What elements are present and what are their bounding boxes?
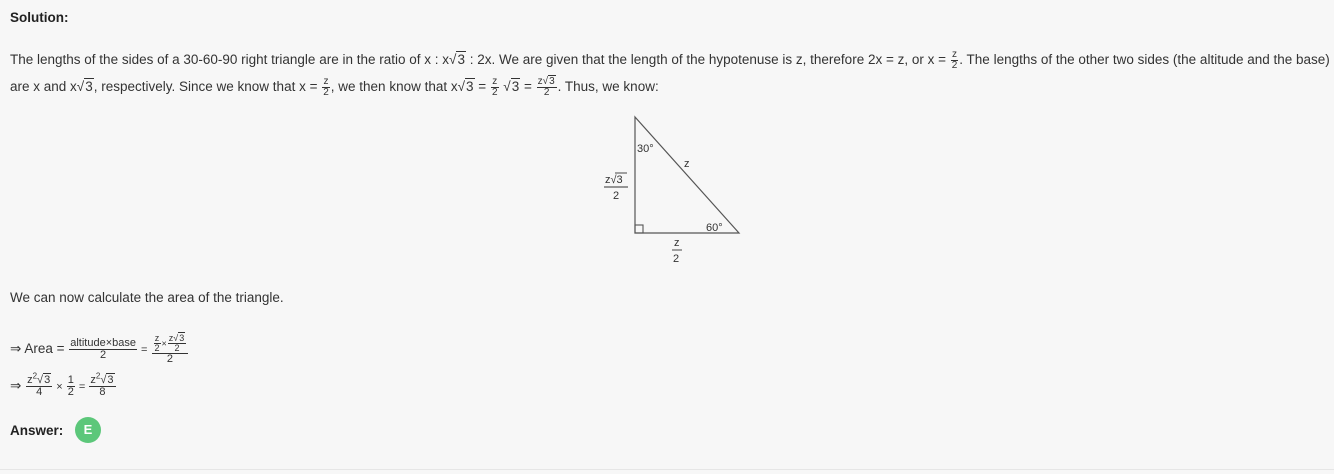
fraction (67, 375, 75, 398)
text-span: . The lengths of the other two sides (the altitude and the base) (959, 52, 1330, 68)
text-span: × (53, 381, 66, 393)
exponent: 2 (95, 371, 101, 381)
area-equation-2 (10, 370, 117, 403)
sqrt-symbol: √ (610, 174, 617, 186)
fraction (951, 50, 959, 71)
text-span: are x and x (10, 79, 77, 95)
numerator: z (323, 76, 329, 87)
text-span: . Thus, we know: (557, 79, 659, 95)
fraction (26, 371, 52, 398)
numerator (152, 334, 189, 354)
text-span: z (27, 373, 33, 386)
angle-60-label: 60° (706, 222, 723, 234)
text-span: , we then know that x (330, 79, 458, 95)
solution-paragraph-line-1 (10, 50, 1330, 71)
radicand: 3 (466, 79, 474, 95)
denominator: 2 (951, 60, 958, 71)
hypotenuse-label: z (684, 158, 690, 170)
radicand: 3 (457, 52, 465, 68)
numerator: z (154, 332, 160, 343)
text-span: × (161, 338, 167, 349)
sqrt-expression: √3 (173, 332, 185, 343)
fraction (168, 334, 186, 353)
text-span: : 2x. We are given that the length of the hypotenuse is z, therefore 2x = z, or x = (465, 52, 950, 68)
denominator: 2 (100, 348, 107, 361)
denominator: 2 (166, 352, 173, 365)
radicand: 3 (179, 332, 185, 343)
text-span: = (75, 381, 89, 393)
solution-heading: Solution: (10, 10, 69, 25)
fraction (89, 371, 115, 398)
radicand: 3 (511, 79, 520, 95)
sqrt-expression: √3 (76, 79, 93, 95)
numerator: z (492, 76, 498, 87)
denominator: 2 (174, 342, 180, 353)
text-span: z (605, 174, 611, 186)
fraction (537, 77, 557, 98)
text-span: The lengths of the sides of a 30-60-90 right triangle are in the ratio of x : x (10, 52, 450, 68)
numerator: altitude×base (70, 336, 136, 349)
area-equation-1 (10, 331, 189, 368)
denominator: 4 (36, 385, 43, 398)
fraction (491, 77, 499, 98)
denominator: 2 (67, 385, 74, 398)
radicand: 3 (549, 76, 555, 87)
area-intro-text: We can now calculate the area of the triangle. (10, 290, 284, 305)
text-span: = (520, 79, 536, 95)
denominator: 8 (99, 385, 106, 398)
left-side-denominator: 2 (613, 190, 620, 202)
compound-fraction (152, 334, 189, 365)
right-angle-marker (635, 225, 643, 233)
text-span: ⇒ (10, 378, 26, 393)
text-span: = (137, 344, 151, 356)
left-side-numerator (605, 174, 623, 186)
text-span: z (90, 373, 96, 386)
sqrt-expression: √3 (457, 79, 474, 95)
numerator: 1 (67, 373, 74, 386)
denominator: 2 (154, 342, 160, 353)
radicand: 3 (44, 373, 51, 386)
answer-choice-badge: E (75, 417, 101, 443)
radicand: 3 (85, 79, 93, 95)
sqrt-expression: √3 (503, 79, 520, 95)
fraction (322, 77, 330, 98)
solution-paragraph-line-2 (10, 77, 659, 98)
triangle-outline (635, 117, 739, 233)
fraction (69, 338, 137, 361)
radicand: 3 (107, 373, 114, 386)
text-span: = (474, 79, 490, 95)
radicand: 3 (616, 174, 623, 186)
denominator: 2 (491, 87, 498, 98)
denominator: 2 (543, 87, 550, 98)
base-numerator: z (674, 237, 680, 249)
sqrt-expression: √3 (542, 76, 555, 87)
text-span: z (537, 76, 543, 87)
denominator: 2 (323, 87, 329, 98)
sqrt-expression: √3 (100, 373, 114, 386)
answer-label: Answer: (10, 423, 64, 438)
angle-30-label: 30° (637, 143, 654, 155)
base-denominator: 2 (673, 253, 680, 265)
text-span: , respectively. Since we know that x = (93, 79, 322, 95)
sqrt-expression: √3 (449, 52, 465, 68)
text-span: z (168, 332, 174, 343)
text-span: ⇒ Area = (10, 341, 69, 356)
divider (0, 469, 1334, 470)
fraction (154, 334, 161, 353)
numerator: z (952, 49, 958, 60)
sqrt-expression: √3 (37, 373, 51, 386)
exponent: 2 (32, 371, 38, 381)
triangle-diagram (596, 108, 776, 268)
